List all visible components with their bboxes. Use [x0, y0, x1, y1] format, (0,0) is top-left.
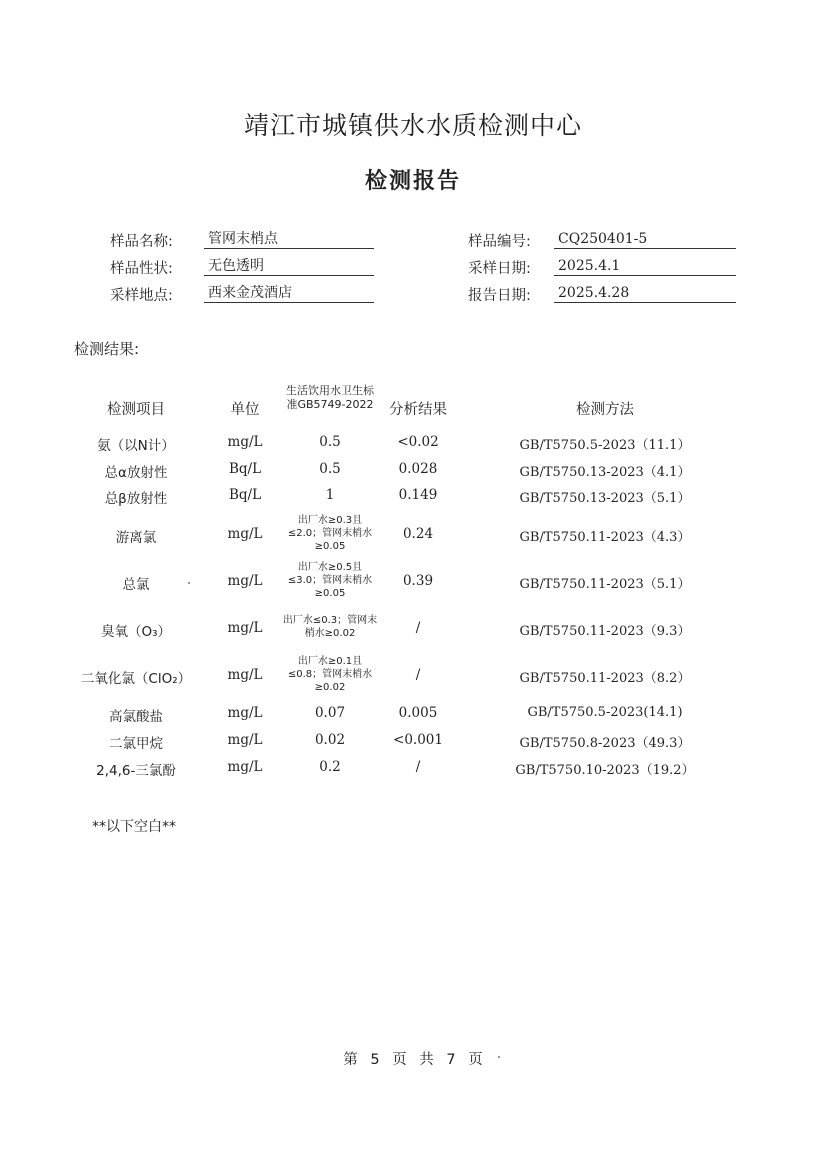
table-row-item: 总α放射性: [104, 465, 168, 481]
column-header-method: 检测方法: [576, 402, 634, 418]
results-heading: 检测结果:: [74, 340, 140, 358]
table-row-unit: mg/L: [227, 759, 263, 775]
table-row-standard: 出厂水≥0.5且≤3.0；管网末梢水≥0.05: [287, 562, 373, 599]
report-date-value: 2025.4.28: [554, 284, 736, 303]
table-row-method: GB/T5750.5-2023（11.1）: [519, 438, 691, 453]
table-row-method: GB/T5750.11-2023（4.3）: [519, 530, 691, 545]
table-row-standard: 0.02: [314, 732, 346, 748]
table-row-item: 二氧化氯（ClO₂）: [80, 671, 192, 687]
table-row-standard: 出厂水≤0.3；管网末梢水≥0.02: [282, 615, 378, 639]
table-row-result: /: [415, 620, 421, 636]
blank-below-note: **以下空白**: [92, 819, 176, 835]
sample-id-label: 样品编号:: [468, 234, 531, 250]
table-row-unit: Bq/L: [228, 487, 262, 503]
scan-speck: [188, 582, 190, 584]
table-row-item: 高氯酸盐: [109, 709, 163, 725]
table-row-item: 二氯甲烷: [109, 736, 163, 752]
page-number: 第 5 页 共 7 页: [343, 1052, 483, 1068]
table-row-unit: mg/L: [227, 573, 263, 589]
sampling-location-label: 采样地点:: [110, 288, 173, 304]
table-row-result: 0.005: [398, 705, 438, 721]
table-row-unit: Bq/L: [228, 461, 262, 477]
table-row-result: 0.24: [402, 526, 434, 542]
scan-speck: [498, 1056, 500, 1058]
table-row-standard: 0.5: [319, 461, 341, 477]
sample-name-value: 管网末梢点: [204, 230, 374, 249]
organization-title: 靖江市城镇供水水质检测中心: [243, 111, 582, 140]
column-header-standard: 生活饮用水卫生标准GB5749-2022: [286, 384, 374, 411]
table-row-result: 0.149: [398, 487, 438, 503]
sampling-location-value: 西来金茂酒店: [204, 284, 374, 303]
table-row-item: 2,4,6-三氯酚: [96, 763, 176, 779]
table-row-method: GB/T5750.11-2023（9.3）: [519, 624, 691, 639]
table-row-item: 总β放射性: [104, 491, 168, 507]
table-row-unit: mg/L: [227, 732, 263, 748]
sampling-date-value: 2025.4.1: [554, 257, 736, 276]
table-row-standard: 0.2: [319, 759, 341, 775]
table-row-item: 游离氯: [115, 530, 157, 546]
column-header-unit: 单位: [230, 402, 260, 418]
sample-id-value: CQ250401-5: [554, 230, 736, 249]
table-row-result: 0.028: [398, 461, 438, 477]
table-row-standard: 1: [325, 487, 335, 503]
table-row-standard: 0.5: [319, 434, 341, 450]
column-header-result: 分析结果: [389, 402, 447, 418]
table-row-method: GB/T5750.13-2023（4.1）: [519, 465, 691, 480]
table-row-method: GB/T5750.5-2023(14.1): [527, 705, 683, 720]
report-title: 检测报告: [364, 169, 461, 194]
table-row-unit: mg/L: [227, 620, 263, 636]
table-row-standard: 出厂水≥0.1且≤0.8；管网末梢水≥0.02: [287, 656, 373, 693]
sample-name-label: 样品名称:: [110, 234, 173, 250]
table-row-method: GB/T5750.13-2023（5.1）: [519, 491, 691, 506]
column-header-item: 检测项目: [107, 402, 165, 418]
table-row-result: /: [415, 759, 421, 775]
sample-state-value: 无色透明: [204, 257, 374, 276]
table-row-standard: 出厂水≥0.3且≤2.0；管网末梢水≥0.05: [287, 515, 373, 552]
table-row-item: 总氯: [122, 577, 150, 593]
table-row-unit: mg/L: [227, 434, 263, 450]
table-row-item: 氨（以N计）: [97, 438, 175, 454]
table-row-method: GB/T5750.11-2023（8.2）: [519, 671, 691, 686]
sampling-date-label: 采样日期:: [468, 261, 531, 277]
table-row-standard: 0.07: [314, 705, 346, 721]
table-row-method: GB/T5750.10-2023（19.2）: [515, 763, 695, 778]
report-date-label: 报告日期:: [468, 288, 531, 304]
table-row-item: 臭氧（O₃）: [100, 624, 172, 640]
table-row-result: 0.39: [402, 573, 434, 589]
table-row-method: GB/T5750.11-2023（5.1）: [519, 577, 691, 592]
sample-state-label: 样品性状:: [110, 261, 173, 277]
table-row-unit: mg/L: [227, 705, 263, 721]
table-row-result: <0.001: [393, 732, 443, 748]
table-row-method: GB/T5750.8-2023（49.3）: [519, 736, 691, 751]
table-row-unit: mg/L: [227, 667, 263, 683]
table-row-unit: mg/L: [227, 526, 263, 542]
table-row-result: /: [415, 667, 421, 683]
table-row-result: <0.02: [397, 434, 439, 450]
